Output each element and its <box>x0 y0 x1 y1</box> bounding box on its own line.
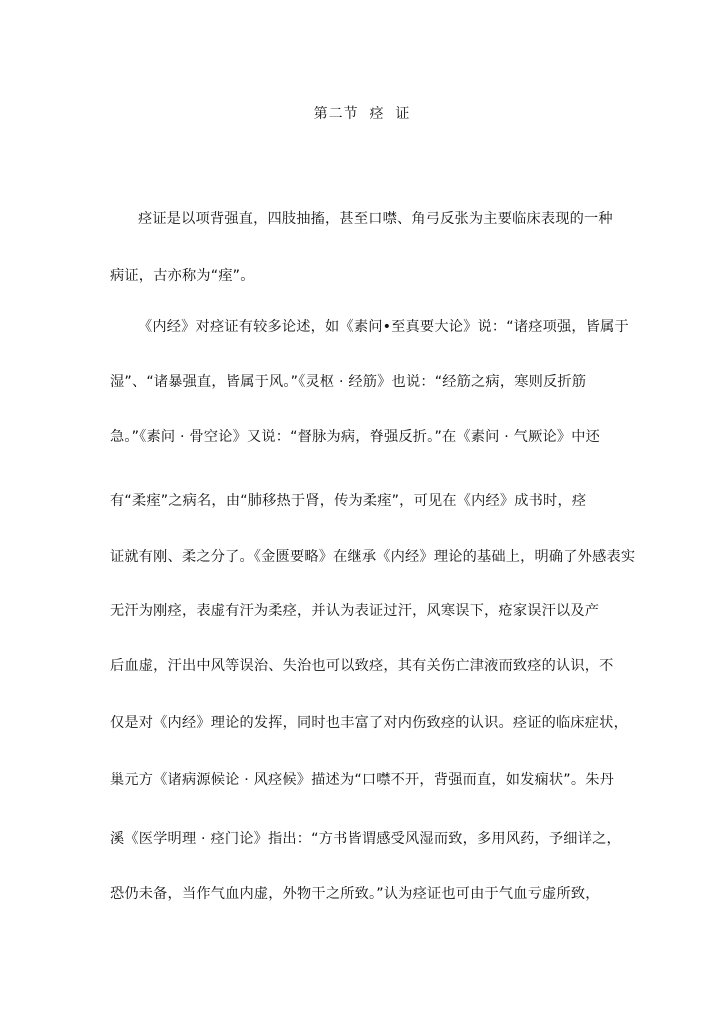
paragraph-line: 巢元方《诸病源候论 · 风痉候》描述为“口噤不开，背强而直，如发痫状”。朱丹 <box>110 772 615 788</box>
paragraph-line: 溪《医学明理 · 痉门论》指出：“方书皆谓感受风湿而致，多用风药，予细详之， <box>110 831 621 847</box>
paragraph-line: 证就有刚、柔之分了。《金匮要略》在继承《内经》理论的基础上，明确了外感表实 <box>110 549 636 565</box>
paragraph-line: 有“柔痓”之病名，由“肺移热于肾，传为柔痓”，可见在《内经》成书时，痉 <box>110 493 587 509</box>
paragraph-line: 恐仍未备，当作气血内虚，外物干之所致。”认为痉证也可由于气血亏虚所致， <box>110 886 600 902</box>
paragraph-line: 《内经》对痉证有较多论述，如《素问•至真要大论》说：“诸痉项强，皆属于 <box>138 319 629 335</box>
paragraph-line: 后血虚，汗出中风等误治、失治也可以致痉，其有关伤亡津液而致痉的认识，不 <box>110 658 614 674</box>
paragraph-line: 无汗为刚痉，表虚有汗为柔痉，并认为表证过汗，风寒误下，疮家误汗以及产 <box>110 603 600 619</box>
paragraph-line: 湿”、“诸暴强直，皆属于风。”《灵枢 · 经筋》也说：“经筋之病，寒则反折筋 <box>110 374 587 390</box>
paragraph-line: 急。”《素问 · 骨空论》又说：“督脉为病，脊强反折。”在《素问 · 气厥论》中还 <box>110 429 601 445</box>
section-title: 第二节 痉 证 <box>313 106 411 122</box>
paragraph-line: 病证，古亦称为“痓”。 <box>110 268 255 284</box>
paragraph-line: 痉证是以项背强直，四肢抽搐，甚至口噤、角弓反张为主要临床表现的一种 <box>138 211 613 227</box>
paragraph-line: 仅是对《内经》理论的发挥，同时也丰富了对内伤致痉的认识。痉证的临床症状， <box>110 715 628 731</box>
